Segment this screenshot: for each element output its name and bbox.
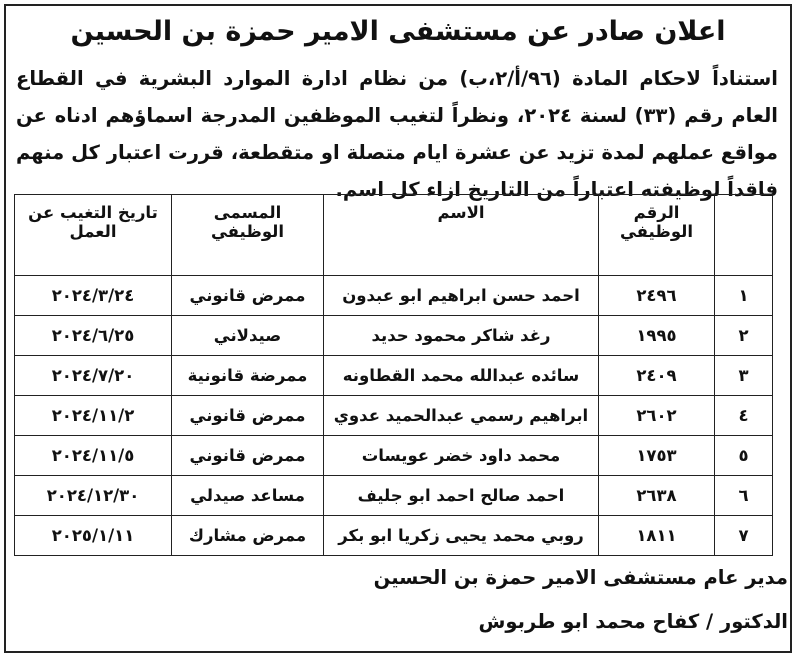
row-number: ٣ [715,356,773,396]
employee-name: احمد حسن ابراهيم ابو عبدون [324,276,599,316]
job-title: مساعد صيدلي [172,476,324,516]
absence-date: ٢٠٢٤/١٢/٣٠ [15,476,172,516]
row-number: ٢ [715,316,773,356]
row-number: ٦ [715,476,773,516]
table-row [15,396,773,436]
absence-date: ٢٠٢٤/١١/٢ [15,396,172,436]
employee-name: ابراهيم رسمي عبدالحميد عدوي [324,396,599,436]
header-job-title: المسمى الوظيفي [172,195,324,276]
job-title: ممرض قانوني [172,436,324,476]
header-name: الاسم [324,195,599,276]
table-row [15,516,773,556]
job-number: ٢٦٣٨ [599,476,715,516]
table-header-row [15,195,773,276]
row-number: ٤ [715,396,773,436]
job-title: ممرض قانوني [172,396,324,436]
employee-name: احمد صالح احمد ابو جليف [324,476,599,516]
notice-intro: استناداً لاحكام المادة (٩٦/أ/٢،ب) من نظام ادارة الموارد البشرية في القطاع العام رقم (٣٣) لسنة ٢٠٢٤، ونظراً لتغيب الموظفين المدرجة اسماؤهم ادناه عن مواقع عملهم لمدة تزيد عن عشرة ايام متصلة او متقطعة، قررت اعتبار كل منهم فاقداً لوظيفته اعتباراً من التاريخ ازاء كل اسم. [16,67,778,201]
table-row [15,316,773,356]
header-absence-date: تاريخ التغيب عن العمل [15,195,172,276]
job-number: ٢٤٩٦ [599,276,715,316]
absence-date: ٢٠٢٤/١١/٥ [15,436,172,476]
employees-table [14,194,773,556]
employee-name: رغد شاكر محمود حديد [324,316,599,356]
header-row-number [715,195,773,276]
job-title: صيدلاني [172,316,324,356]
job-number: ١٧٥٣ [599,436,715,476]
notice-title: اعلان صادر عن مستشفى الامير حمزة بن الحسين [70,16,726,47]
row-number: ١ [715,276,773,316]
table-row [15,436,773,476]
row-number: ٥ [715,436,773,476]
job-title: ممرض قانوني [172,276,324,316]
absence-date: ٢٠٢٤/٦/٢٥ [15,316,172,356]
job-number: ١٩٩٥ [599,316,715,356]
job-number: ٢٦٠٢ [599,396,715,436]
table-row [15,356,773,396]
row-number: ٧ [715,516,773,556]
employee-name: روبي محمد يحيى زكريا ابو بكر [324,516,599,556]
employee-name: سائده عبدالله محمد القطاونه [324,356,599,396]
job-title: ممرض مشارك [172,516,324,556]
table-row [15,276,773,316]
header-job-number: الرقم الوظيفي [599,195,715,276]
job-title: ممرضة قانونية [172,356,324,396]
employee-name: محمد داود خضر عويسات [324,436,599,476]
absence-date: ٢٠٢٥/١/١١ [15,516,172,556]
signature-title: مدير عام مستشفى الامير حمزة بن الحسين [373,566,788,589]
absence-date: ٢٠٢٤/٧/٢٠ [15,356,172,396]
job-number: ٢٤٠٩ [599,356,715,396]
job-number: ١٨١١ [599,516,715,556]
absence-date: ٢٠٢٤/٣/٢٤ [15,276,172,316]
signature-name: الدكتور / كفاح محمد ابو طربوش [478,610,788,633]
table-row [15,476,773,516]
